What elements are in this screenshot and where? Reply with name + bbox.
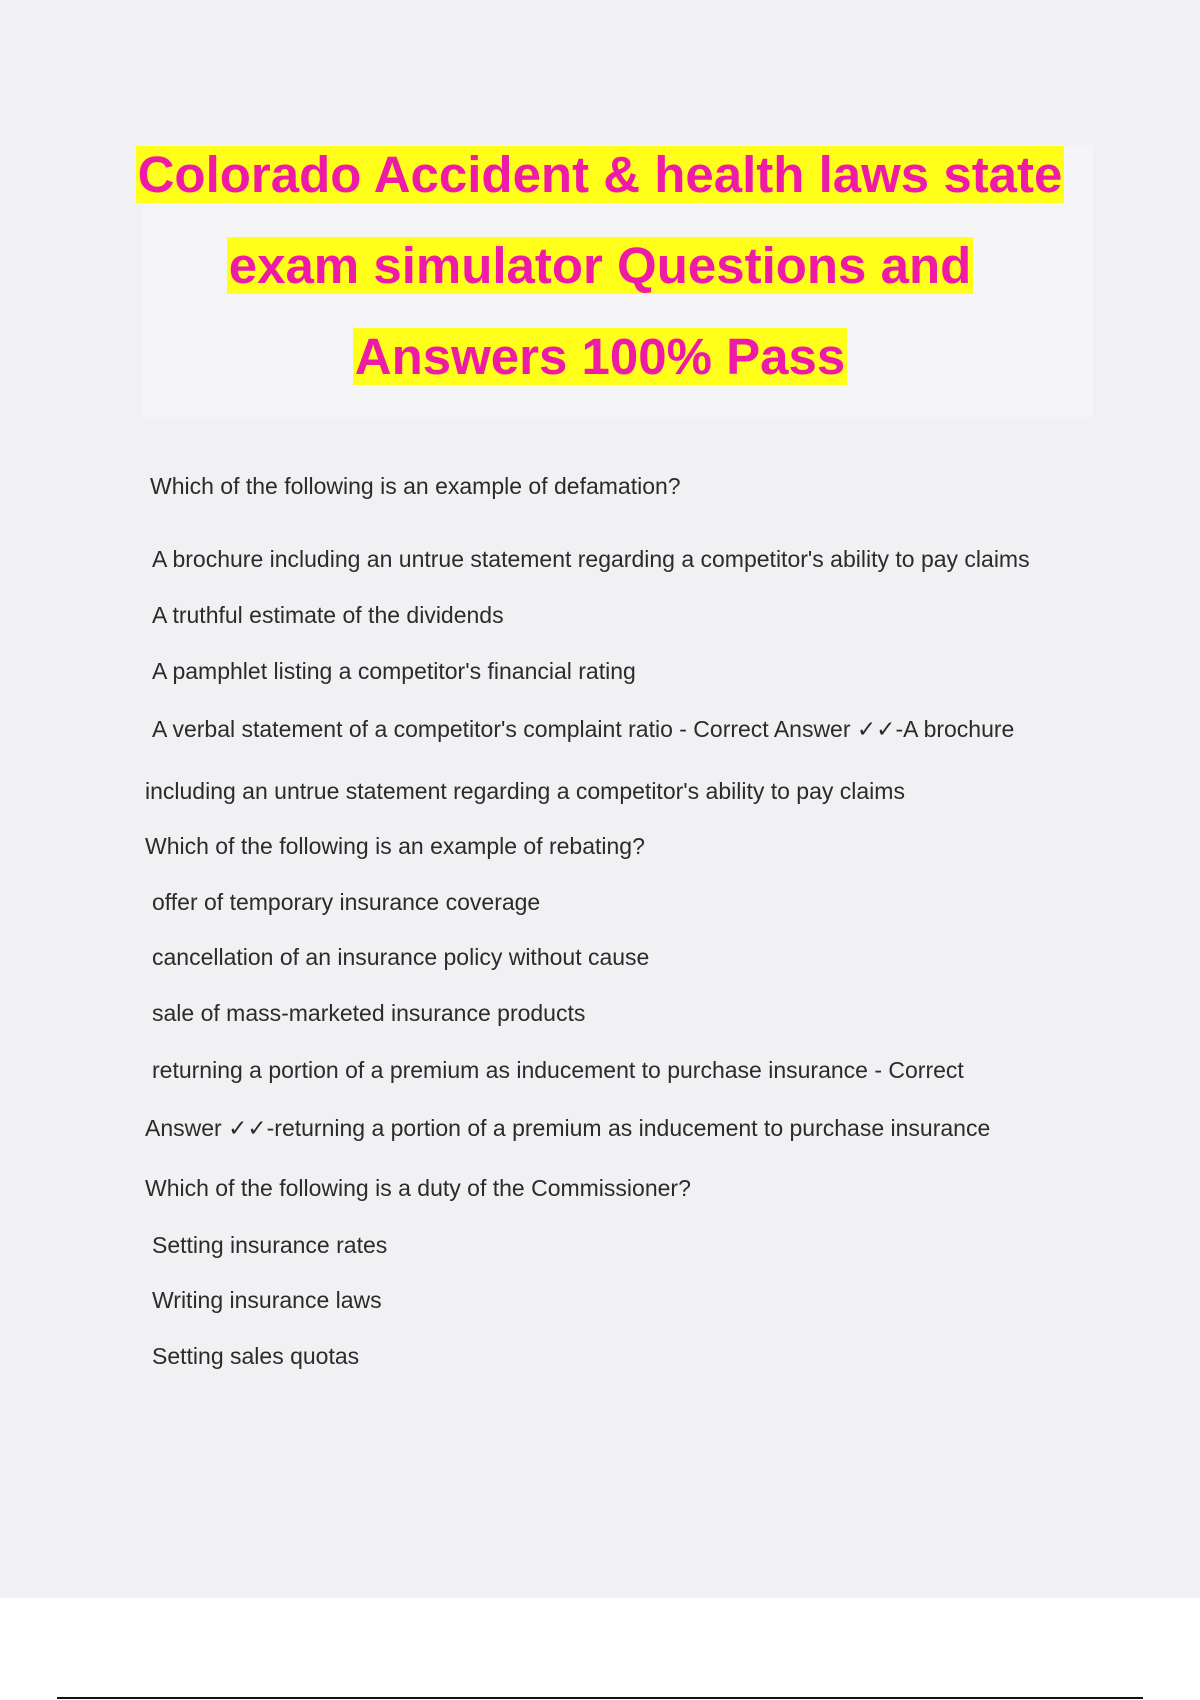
question-2-option-a: offer of temporary insurance coverage	[152, 889, 541, 915]
question-1-option-b: A truthful estimate of the dividends	[152, 602, 504, 628]
document-title-line-3: Answers 100% Pass	[354, 328, 846, 385]
question-1-option-a: A brochure including an untrue statement regarding a competitor's ability to pay claims	[152, 546, 1030, 572]
question-3-option-c: Setting sales quotas	[152, 1343, 360, 1369]
question-3-option-a: Setting insurance rates	[152, 1232, 388, 1258]
document-title-line-2: exam simulator Questions and	[228, 237, 972, 294]
question-2-option-b: cancellation of an insurance policy without cause	[152, 944, 650, 970]
question-2-option-d-with-answer: returning a portion of a premium as inducement to purchase insurance - Correct	[152, 1057, 964, 1083]
page-divider	[57, 1697, 1143, 1699]
question-1-option-d-with-answer: A verbal statement of a competitor's complaint ratio - Correct Answer ✓✓-A brochure	[152, 716, 1015, 742]
question-2: Which of the following is an example of rebating?	[145, 833, 645, 859]
question-2-answer-continued: Answer ✓✓-returning a portion of a premium as inducement to purchase insurance	[145, 1115, 991, 1141]
question-1-answer-continued: including an untrue statement regarding a competitor's ability to pay claims	[145, 778, 905, 804]
question-3: Which of the following is a duty of the Commissioner?	[145, 1175, 691, 1201]
question-1: Which of the following is an example of defamation?	[150, 473, 681, 499]
document-title-line-1: Colorado Accident & health laws state	[137, 146, 1063, 203]
question-1-option-c: A pamphlet listing a competitor's financial rating	[152, 658, 636, 684]
question-2-option-c: sale of mass-marketed insurance products	[152, 1000, 586, 1026]
question-3-option-b: Writing insurance laws	[152, 1287, 382, 1313]
